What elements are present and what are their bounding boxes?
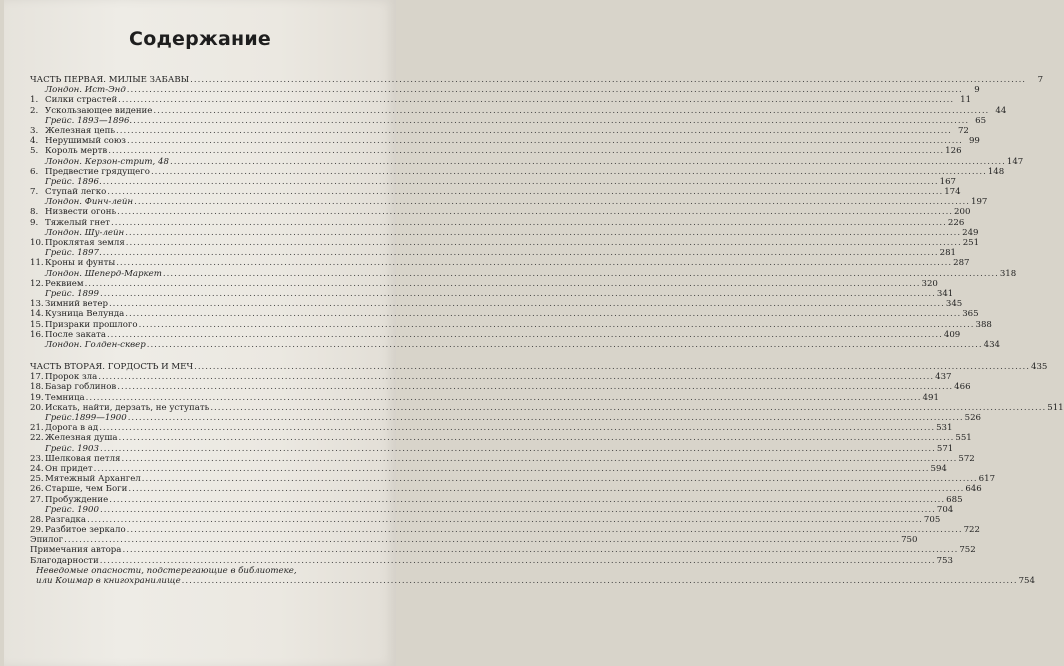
toc-interlude — [30, 288, 954, 299]
dot-leader — [117, 207, 953, 217]
dot-leader — [100, 444, 936, 454]
dot-leader — [86, 393, 922, 403]
dot-leader — [153, 106, 989, 116]
bonus-title-line: Неведомые опасности, подстерегающие в библиотеке, — [36, 565, 297, 576]
toc-chapter — [30, 299, 963, 310]
page-number: 466 — [954, 382, 971, 393]
toc-chapter — [30, 392, 939, 403]
entry-title: Дорога в ад — [45, 423, 99, 434]
dot-leader — [109, 299, 945, 309]
entry-title: Кузница Велунда — [45, 309, 125, 320]
dot-leader — [103, 177, 939, 187]
entry-title: Тяжелый гнет — [45, 217, 110, 228]
entry-title: После заката — [45, 329, 106, 340]
page-number: 72 — [957, 125, 969, 136]
entry-title: Железная душа — [45, 433, 118, 444]
entry-number: 24. — [30, 463, 44, 474]
toc-chapter — [30, 309, 979, 320]
entry-number: 29. — [30, 525, 44, 536]
entry-number: 20. — [30, 402, 44, 413]
page-number: 704 — [936, 504, 954, 515]
dot-leader — [134, 197, 970, 207]
entry-title: Железная цепь — [45, 125, 115, 136]
entry-title: Он придет — [45, 463, 93, 474]
entry-number: 9. — [30, 217, 39, 228]
entry-title: Зимний ветер — [45, 299, 108, 310]
page-number: 249 — [962, 227, 979, 238]
page-number: 753 — [936, 555, 953, 566]
entry-title: Грейс. 1893—1896. — [45, 115, 133, 126]
entry-title: Лондон. Керзон-стрит, 48 — [45, 156, 169, 167]
page-number: 571 — [936, 443, 954, 454]
toc-interlude — [30, 504, 954, 515]
toc-chapter — [30, 453, 975, 464]
back-matter-entry — [30, 535, 918, 546]
page-number: 197 — [971, 197, 988, 208]
entry-number: 12. — [30, 278, 44, 289]
page-number: 9 — [974, 85, 980, 96]
toc-interlude — [30, 156, 1024, 167]
dot-leader — [190, 75, 1026, 85]
dot-leader — [118, 95, 954, 105]
toc-interlude — [30, 268, 1017, 279]
entry-title: Грейс. 1899 — [45, 288, 99, 299]
page-number: 388 — [975, 319, 992, 330]
page-number: 526 — [964, 413, 982, 423]
entry-title: Кроны и фунты — [45, 258, 116, 269]
dot-leader — [128, 484, 964, 494]
page-number: 754 — [1018, 576, 1035, 587]
page-number: 320 — [921, 278, 938, 289]
toc-chapter — [30, 207, 971, 218]
entry-number: 10. — [30, 238, 44, 248]
page-number: 752 — [959, 545, 976, 556]
entry-title: Грейс. 1900 — [45, 504, 99, 515]
toc-chapter — [30, 105, 1007, 116]
dot-leader — [122, 545, 958, 555]
dot-leader — [117, 382, 953, 392]
page-number: 200 — [954, 207, 971, 218]
entry-title: Разбитое зеркало — [45, 525, 126, 536]
entry-title: Грейс.1899—1900 — [45, 413, 127, 423]
entry-title: Мятежный Архангел — [45, 474, 141, 485]
dot-leader — [210, 403, 1046, 413]
toc-chapter — [30, 433, 972, 444]
part-heading — [30, 75, 1044, 85]
entry-title: Лондон. Шеперд-Маркет — [45, 268, 162, 279]
entry-title: ЧАСТЬ ВТОРАЯ. ГОРДОСТЬ И МЕЧ — [30, 362, 194, 373]
page-number: 722 — [963, 525, 980, 536]
bonus-entry — [30, 576, 1035, 587]
dot-leader — [126, 238, 962, 248]
page-number: 750 — [901, 535, 918, 546]
dot-leader — [194, 362, 1030, 372]
entry-title: Пробуждение — [45, 494, 109, 505]
page-number: 345 — [945, 299, 963, 310]
dot-leader — [127, 136, 963, 146]
page-number: 365 — [962, 309, 979, 320]
dot-leader — [147, 340, 983, 350]
page-number: 167 — [939, 176, 957, 187]
toc-chapter — [30, 217, 965, 228]
entry-title: Пророк зла — [45, 372, 98, 383]
page-number: 435 — [1031, 362, 1048, 373]
page-number: 409 — [943, 329, 961, 340]
entry-title: Благодарности — [30, 555, 99, 566]
toc-chapter — [30, 187, 961, 198]
page-number: 7 — [1037, 75, 1044, 85]
entry-number: 3. — [30, 125, 39, 136]
entry-title: Примечания автора — [30, 545, 122, 556]
table-of-contents — [30, 75, 1064, 587]
page-number: 99 — [968, 136, 980, 147]
toc-interlude — [30, 443, 954, 454]
entry-number: 8. — [30, 207, 39, 218]
entry-number: 13. — [30, 299, 44, 310]
entry-title: ЧАСТЬ ПЕРВАЯ. МИЛЫЕ ЗАБАВЫ — [30, 75, 190, 85]
toc-interlude — [30, 115, 987, 126]
entry-number: 22. — [30, 433, 44, 444]
dot-leader — [142, 474, 978, 484]
dot-leader — [64, 535, 900, 545]
dot-leader — [127, 85, 963, 95]
page-number: 147 — [1006, 156, 1024, 167]
dot-leader — [170, 157, 1006, 167]
dot-leader — [103, 248, 939, 258]
entry-title: Эпилог — [30, 535, 64, 546]
dot-leader — [100, 289, 936, 299]
page-number: 705 — [923, 514, 941, 525]
page-number: 11 — [960, 95, 972, 106]
page-number: 511 — [1047, 402, 1064, 413]
page-number: 646 — [965, 484, 982, 495]
page-number: 174 — [944, 187, 961, 198]
dot-leader — [111, 218, 947, 228]
toc-chapter — [30, 402, 1064, 413]
entry-number: 27. — [30, 494, 44, 505]
entry-number: 11. — [30, 258, 44, 269]
toc-chapter — [30, 382, 971, 393]
dot-leader — [121, 454, 957, 464]
entry-title: Грейс. 1896. — [45, 176, 102, 187]
toc-chapter — [30, 278, 938, 289]
dot-leader — [94, 464, 930, 474]
entry-title: Лондон. Шу-лейн — [45, 227, 125, 238]
entry-title: Старше, чем Боги — [45, 484, 128, 495]
entry-number: 14. — [30, 309, 44, 320]
dot-leader — [100, 505, 936, 515]
toc-chapter — [30, 329, 961, 340]
toc-interlude — [30, 176, 957, 187]
dot-leader — [107, 330, 943, 340]
toc-interlude — [30, 339, 1001, 350]
entry-title: Призраки прошлого — [45, 319, 138, 330]
page-number: 617 — [978, 474, 996, 485]
toc-chapter — [30, 166, 1005, 177]
toc-chapter — [30, 514, 941, 525]
entry-title: Реквием — [45, 278, 84, 289]
entry-number: 25. — [30, 474, 44, 485]
entry-title: Силки страстей — [45, 95, 118, 106]
bonus-title-line: или Кошмар в книгохранилище — [36, 576, 181, 587]
entry-number: 28. — [30, 514, 44, 525]
dot-leader — [125, 309, 961, 319]
entry-title: Низвести огонь — [45, 207, 117, 218]
toc-chapter — [30, 372, 952, 383]
page-number: 281 — [939, 248, 957, 259]
entry-number: 26. — [30, 484, 44, 495]
dot-leader — [85, 279, 921, 289]
entry-title: Нерушимый союз — [45, 136, 126, 147]
dot-leader — [100, 556, 936, 566]
dot-leader — [151, 167, 987, 177]
toc-interlude — [30, 413, 982, 423]
toc-chapter — [30, 463, 947, 474]
toc-chapter — [30, 136, 980, 147]
page-number: 531 — [936, 423, 953, 434]
entry-number: 7. — [30, 187, 39, 198]
entry-title: Лондон. Финч-лейн — [45, 197, 134, 208]
toc-interlude — [30, 197, 988, 208]
dot-leader — [182, 576, 1018, 586]
dot-leader — [139, 320, 975, 330]
entry-title: Разгадка — [45, 514, 87, 525]
entry-title: Король мертв — [45, 146, 108, 157]
page-number: 437 — [935, 372, 952, 383]
entry-number: 21. — [30, 423, 44, 434]
page-number: 44 — [995, 105, 1007, 116]
entry-number: 16. — [30, 329, 44, 340]
dot-leader — [98, 372, 934, 382]
entry-number: 1. — [30, 95, 39, 106]
entry-title: Предвестие грядущего — [45, 166, 150, 177]
entry-title: Грейс. 1897. — [45, 248, 102, 259]
entry-title: Ступай легко — [45, 187, 107, 198]
toc-chapter — [30, 146, 962, 157]
entry-number: 5. — [30, 146, 39, 157]
entry-number: 23. — [30, 453, 44, 464]
page-number: 148 — [987, 166, 1005, 177]
dot-leader — [163, 269, 999, 279]
toc-interlude — [30, 248, 957, 259]
entry-number: 17. — [30, 372, 44, 383]
entry-title: Лондон. Ист-Энд — [45, 85, 126, 96]
entry-title: Проклятая земля — [45, 238, 125, 248]
dot-leader — [109, 495, 945, 505]
entry-title: Искать, найти, дерзать, не уступать — [45, 402, 210, 413]
page-number: 65 — [975, 115, 987, 126]
toc-interlude — [30, 227, 979, 238]
entry-number: 18. — [30, 382, 44, 393]
toc-chapter — [30, 484, 982, 495]
dot-leader — [118, 433, 954, 443]
page-number: 594 — [930, 463, 947, 474]
toc-chapter — [30, 95, 972, 106]
part-heading — [30, 362, 1048, 373]
dot-leader — [107, 187, 943, 197]
page-number: 434 — [983, 339, 1001, 350]
page-number: 551 — [955, 433, 972, 444]
entry-number: 6. — [30, 166, 39, 177]
entry-title: Грейс. 1903 — [45, 443, 99, 454]
toc-chapter — [30, 423, 953, 434]
toc-chapter — [30, 258, 970, 269]
entry-number: 19. — [30, 392, 44, 403]
page-number: 318 — [999, 268, 1017, 279]
entry-title: Базар гоблинов — [45, 382, 117, 393]
page-number: 341 — [936, 288, 954, 299]
dot-leader — [99, 423, 935, 433]
toc-chapter — [30, 238, 980, 248]
dot-leader — [127, 525, 963, 535]
entry-title: Темница — [45, 392, 85, 403]
toc-interlude — [30, 85, 980, 96]
page-number: 685 — [946, 494, 963, 505]
dot-leader — [116, 258, 952, 268]
dot-leader — [116, 126, 952, 136]
dot-leader — [87, 515, 923, 525]
dot-leader — [108, 146, 944, 156]
entry-title: Ускользающее видение — [45, 105, 153, 116]
entry-title: Лондон. Голден-сквер — [45, 339, 146, 350]
page-number: 287 — [953, 258, 970, 269]
page-title: Содержание — [129, 28, 271, 50]
page-number: 126 — [945, 146, 962, 157]
toc-chapter — [30, 319, 992, 330]
entry-number: 4. — [30, 136, 39, 147]
toc-chapter — [30, 474, 996, 485]
page-number: 226 — [947, 217, 965, 228]
book-page — [4, 0, 1064, 666]
page-number: 491 — [922, 392, 939, 403]
toc-chapter — [30, 125, 969, 136]
back-matter-entry — [30, 545, 976, 556]
back-matter-entry — [30, 555, 953, 566]
dot-leader — [128, 413, 964, 423]
entry-title: Шелковая петля — [45, 453, 121, 464]
dot-leader — [133, 116, 969, 126]
entry-number: 15. — [30, 319, 44, 330]
page-number: 251 — [962, 238, 980, 248]
toc-chapter — [30, 525, 980, 536]
toc-chapter — [30, 494, 963, 505]
entry-number: 2. — [30, 105, 39, 116]
dot-leader — [125, 228, 961, 238]
page-number: 572 — [958, 453, 975, 464]
